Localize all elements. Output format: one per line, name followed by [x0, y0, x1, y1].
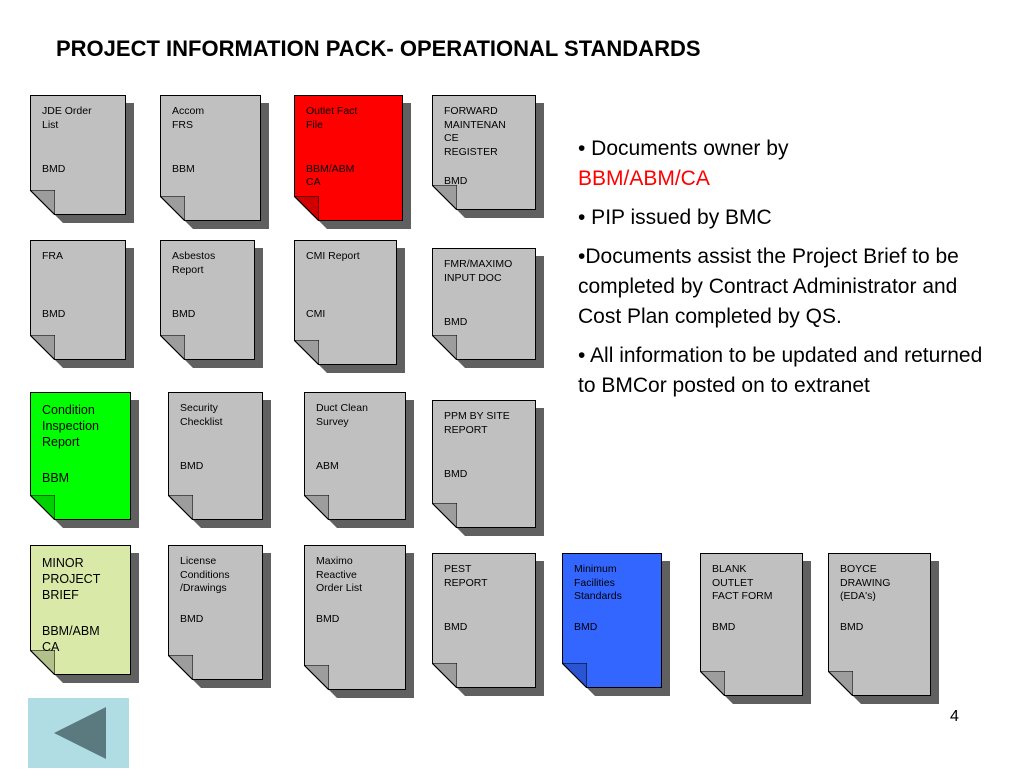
folded-corner-icon — [30, 495, 55, 520]
folded-corner-icon — [304, 495, 329, 520]
document-icon — [304, 392, 406, 520]
document-icon — [432, 553, 536, 688]
document-owner: BMD — [444, 468, 468, 480]
document-icon — [168, 392, 263, 520]
document-owner: BMD — [172, 308, 196, 320]
document-label: FRA — [42, 250, 63, 262]
document-icon — [304, 545, 406, 690]
document-icon — [432, 400, 536, 528]
document-label: License Conditions /Drawings — [180, 555, 230, 594]
document-owner: BMD — [180, 460, 204, 472]
document-label: Asbestos Report — [172, 250, 216, 276]
document-owner: BMD — [444, 621, 468, 633]
folded-corner-icon — [700, 671, 725, 696]
document-label: Condition Inspection Report — [42, 403, 99, 449]
document-owner: BMD — [574, 621, 598, 633]
folded-corner-icon — [30, 190, 55, 215]
document-label: Outlet Fact File — [306, 105, 358, 131]
document-label: FMR/MAXIMO INPUT DOC — [444, 258, 513, 284]
back-arrow-icon — [28, 698, 129, 768]
document-label: BOYCE DRAWING (EDA's) — [840, 563, 891, 602]
document-owner: BBM — [172, 163, 195, 175]
document-label: PPM BY SITE REPORT — [444, 410, 510, 436]
bullet-owner-text: • Documents owner by — [578, 137, 789, 160]
document-label: Duct Clean Survey — [316, 402, 368, 428]
document-icon — [294, 240, 397, 365]
document-label: BLANK OUTLET FACT FORM — [712, 563, 773, 602]
folded-corner-icon — [168, 655, 193, 680]
folded-corner-icon — [432, 335, 457, 360]
document-icon — [700, 553, 803, 696]
folded-corner-icon — [30, 335, 55, 360]
folded-corner-icon — [294, 196, 319, 221]
bullet-information-update: • All information to be updated and returned to BMCor posted on to extranet — [578, 344, 983, 397]
document-icon — [562, 553, 662, 688]
folded-corner-icon — [432, 503, 457, 528]
back-button[interactable] — [28, 698, 129, 768]
document-label: MINOR PROJECT BRIEF — [42, 556, 101, 602]
document-owner: BMD — [444, 316, 468, 328]
bullet-owner — [578, 134, 998, 194]
document-label: FORWARD MAINTENAN CE REGISTER — [444, 105, 506, 158]
folded-corner-icon — [432, 663, 457, 688]
document-label: JDE Order List — [42, 105, 92, 131]
folded-corner-icon — [432, 185, 457, 210]
bullet-documents-assist: •Documents assist the Project Brief to be completed by Contract Administrator and Cost Plan completed by QS. — [578, 245, 959, 328]
folded-corner-icon — [304, 665, 329, 690]
document-owner: BBM/ABM CA — [306, 163, 355, 188]
document-icon — [30, 240, 126, 360]
document-icon — [30, 392, 131, 520]
document-owner: ABM — [316, 460, 339, 472]
document-icon — [828, 553, 931, 696]
document-label: Maximo Reactive Order List — [316, 555, 363, 594]
page-title: PROJECT INFORMATION PACK- OPERATIONAL STANDARDS — [56, 36, 701, 61]
document-owner: BBM/ABM CA — [42, 624, 100, 654]
folded-corner-icon — [168, 495, 193, 520]
document-icon — [160, 95, 261, 221]
page-number: 4 — [950, 708, 959, 725]
document-icon — [30, 545, 131, 675]
document-icon — [168, 545, 263, 680]
document-icon — [432, 248, 536, 360]
folded-corner-icon — [294, 340, 319, 365]
document-owner: CMI — [306, 308, 326, 320]
document-owner: BMD — [316, 613, 340, 625]
document-owner: BBM — [42, 471, 70, 485]
document-label: PEST REPORT — [444, 563, 488, 589]
folded-corner-icon — [562, 663, 587, 688]
folded-corner-icon — [160, 335, 185, 360]
document-icon — [30, 95, 126, 215]
document-icon — [294, 95, 403, 221]
document-owner: BMD — [180, 613, 204, 625]
document-owner: BMD — [42, 163, 66, 175]
document-owner: BMD — [42, 308, 66, 320]
bullet-pip: • PIP issued by BMC — [578, 206, 772, 229]
folded-corner-icon — [828, 671, 853, 696]
document-icon — [432, 95, 536, 210]
document-label: Security Checklist — [180, 402, 223, 428]
document-owner: BMD — [840, 621, 864, 633]
folded-corner-icon — [160, 196, 185, 221]
document-owner: BMD — [712, 621, 736, 633]
document-owner: BMD — [444, 175, 468, 187]
document-label: CMI Report — [306, 250, 360, 262]
document-label: Accom FRS — [172, 105, 205, 131]
bullet-owner-highlight: BBM/ABM/CA — [578, 167, 710, 190]
document-label: Minimum Facilities Standards — [574, 563, 622, 602]
document-icon — [160, 240, 255, 360]
bullet-list — [578, 134, 998, 410]
